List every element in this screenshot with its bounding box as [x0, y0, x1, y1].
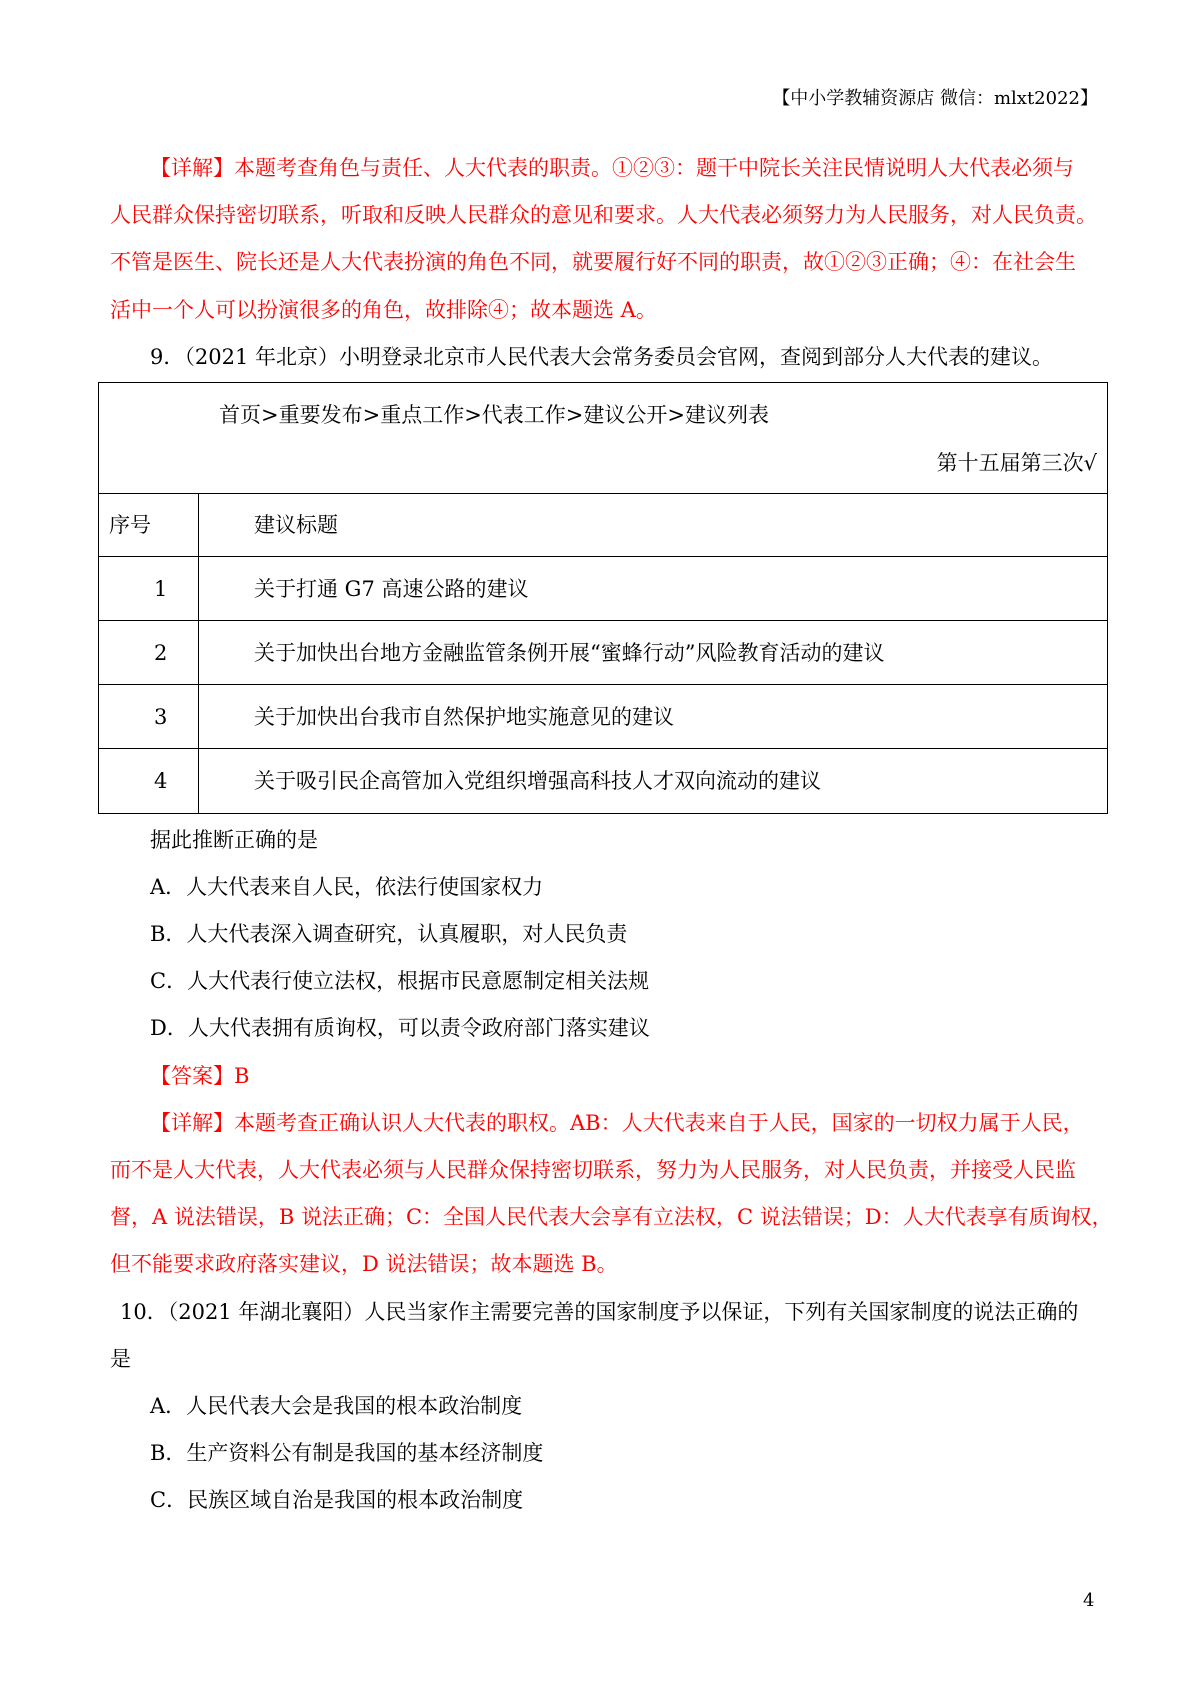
- q10-stem-cont: 是: [110, 1347, 131, 1371]
- row-title: 关于吸引民企高管加入党组织增强高科技人才双向流动的建议: [254, 769, 821, 793]
- q10-stem: 10．（2021 年湖北襄阳）人民当家作主需要完善的国家制度予以保证，下列有关国家制度的说法正确的: [120, 1300, 1079, 1324]
- table-divider: [99, 684, 1107, 685]
- q9-option-a: A．人大代表来自人民，依法行使国家权力: [150, 875, 544, 899]
- q10-option-c: C．民族区域自治是我国的根本政治制度: [150, 1488, 524, 1512]
- q9-explanation-line: 【详解】本题考查正确认识人大代表的职权。AB：人大代表来自于人民，国家的一切权力属于人民，: [150, 1111, 1084, 1135]
- table-divider: [99, 493, 1107, 494]
- q9-explanation-line: 而不是人大代表，人大代表必须与人民群众保持密切联系，努力为人民服务，对人民负责，并接受人民监: [110, 1158, 1076, 1182]
- q10-option-a: A．人民代表大会是我国的根本政治制度: [150, 1394, 523, 1418]
- row-title: 关于加快出台我市自然保护地实施意见的建议: [254, 705, 674, 729]
- q10-option-b: B．生产资料公有制是我国的基本经济制度: [150, 1441, 544, 1465]
- q9-option-c: C．人大代表行使立法权，根据市民意愿制定相关法规: [150, 969, 650, 993]
- row-no: 1: [154, 577, 168, 601]
- table-divider: [99, 748, 1107, 749]
- q9-suggestion-table: [98, 382, 1108, 814]
- header-no: 序号: [109, 513, 151, 537]
- row-no: 3: [154, 705, 168, 729]
- breadcrumb: 首页>重要发布>重点工作>代表工作>建议公开>建议列表: [219, 403, 769, 427]
- table-divider: [99, 556, 1107, 557]
- page-number: 4: [1083, 1590, 1095, 1611]
- prev-explanation-line: 活中一个人可以扮演很多的角色，故排除④；故本题选 A。: [110, 298, 657, 322]
- row-title: 关于加快出台地方金融监管条例开展“蜜蜂行动”风险教育活动的建议: [254, 641, 885, 665]
- q9-option-b: B．人大代表深入调查研究，认真履职，对人民负责: [150, 922, 628, 946]
- header-note: 【中小学教辅资源店 微信：mlxt2022】: [772, 88, 1098, 109]
- row-no: 2: [154, 641, 168, 665]
- q9-stem: 9．（2021 年北京）小明登录北京市人民代表大会常务委员会官网，查阅到部分人大代表的建议。: [150, 345, 1053, 369]
- row-no: 4: [154, 769, 168, 793]
- q9-explanation-line: 但不能要求政府落实建议，D 说法错误；故本题选 B。: [110, 1252, 618, 1276]
- session-label: 第十五届第三次√: [936, 451, 1097, 475]
- q9-explanation-line: 督，A 说法错误，B 说法正确；C：全国人民代表大会享有立法权，C 说法错误；D：人大代表享有质询权，: [110, 1205, 1113, 1229]
- q9-option-d: D．人大代表拥有质询权，可以责令政府部门落实建议: [150, 1016, 650, 1040]
- q9-prompt: 据此推断正确的是: [150, 828, 318, 852]
- q9-answer: 【答案】B: [150, 1064, 250, 1088]
- prev-explanation-line: 不管是医生、院长还是人大代表扮演的角色不同，就要履行好不同的职责，故①②③正确；④：在社会生: [110, 250, 1076, 274]
- prev-explanation-line: 人民群众保持密切联系，听取和反映人民群众的意见和要求。人大代表必须努力为人民服务，对人民负责。: [110, 203, 1097, 227]
- row-title: 关于打通 G7 高速公路的建议: [254, 577, 529, 601]
- table-column-divider: [198, 493, 199, 813]
- table-divider: [99, 620, 1107, 621]
- header-title: 建议标题: [254, 513, 338, 537]
- prev-explanation-line: 【详解】本题考查角色与责任、人大代表的职责。①②③：题干中院长关注民情说明人大代表必须与: [150, 156, 1074, 180]
